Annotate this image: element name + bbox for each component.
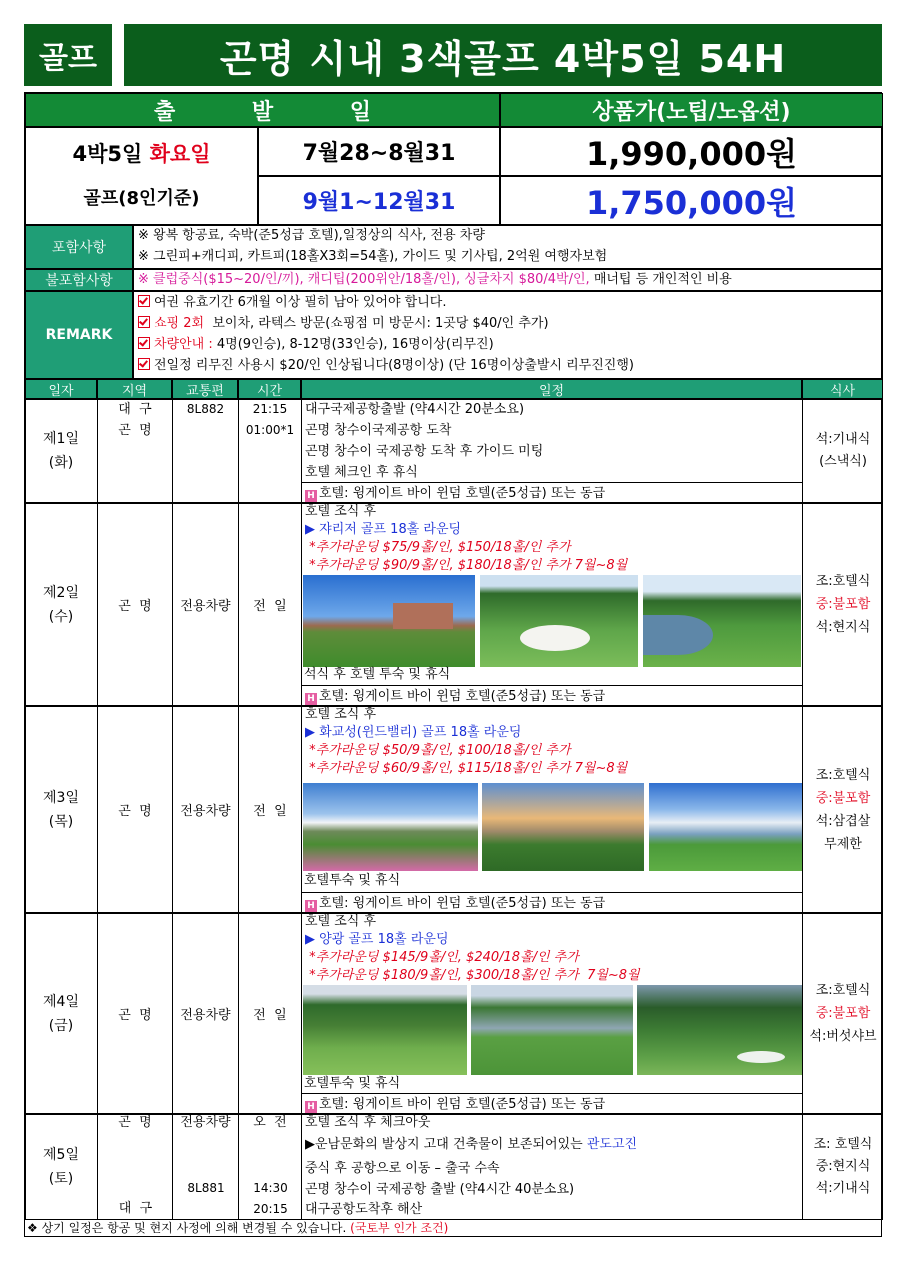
remark-text-1: 여권 유효기간 6개월 이상 필히 남아 있어야 합니다. xyxy=(154,295,447,310)
schedule-line: 호텔 조식 후 체크아웃 xyxy=(305,1115,431,1130)
extra-round-line: *추가라운딩 $50/9홀/인, $100/18홀/인 추가 xyxy=(305,743,571,758)
day-weekday: (화) xyxy=(48,455,74,471)
hotel-line-3 xyxy=(301,892,802,913)
plan-day: 화요일 xyxy=(149,142,211,166)
included-box xyxy=(133,225,883,269)
region-text: 곤 명 xyxy=(118,423,152,438)
extra-round-line: *추가라운딩 $180/9홀/인, $300/18홀/인 추가 7월~8월 xyxy=(305,968,640,983)
remark-line-1 xyxy=(138,292,882,313)
day-label: 제1일 xyxy=(43,431,79,447)
bunker-shape xyxy=(520,625,590,651)
check-icon xyxy=(138,337,150,349)
day-weekday: (토) xyxy=(48,1171,74,1187)
col-meal: 식사 xyxy=(802,379,883,399)
meal-cell-5 xyxy=(802,1114,883,1220)
extra-round-line: *추가라운딩 $60/9홀/인, $115/18홀/인 추가 7월~8월 xyxy=(305,761,628,776)
transport-cell-1 xyxy=(172,399,238,503)
check-icon xyxy=(138,358,150,370)
remark-line-3 xyxy=(138,334,882,355)
time-cell-2: 전 일 xyxy=(238,503,301,706)
golf-photo xyxy=(482,783,644,871)
day-cell-4 xyxy=(25,913,97,1114)
golf-photo xyxy=(480,575,638,667)
footer-note xyxy=(27,1220,881,1236)
region-cell-4: 곤 명 xyxy=(97,913,172,1114)
transport-cell-3: 전용차량 xyxy=(172,706,238,913)
remark-text-2: 보이차, 라텍스 방문(쇼핑점 미 방문시: 1곳당 $40/인 추가) xyxy=(204,316,549,331)
flight-number: 8L882 xyxy=(186,402,225,416)
included-line-1: ※ 왕복 항공료, 숙박(준5성급 호텔),일정상의 식사, 전용 차량 xyxy=(138,228,485,243)
meal-text: 석:기내식 xyxy=(815,1181,871,1196)
col-time: 시간 xyxy=(238,379,301,399)
meal-text: 중:불포함 xyxy=(815,597,871,612)
day-cell-3 xyxy=(25,706,97,913)
meal-cell-2 xyxy=(802,503,883,706)
departure-header: 출 발 일 xyxy=(25,93,500,127)
golf-photo xyxy=(303,783,478,871)
flight-number: 8L881 xyxy=(187,1181,225,1195)
time-text: 오 전 xyxy=(253,1115,287,1130)
region-text: 대 구 xyxy=(118,1201,153,1216)
page-title: 곤명 시내 3색골프 4박5일 54H xyxy=(124,24,882,86)
plan-cell xyxy=(25,127,258,225)
time-text: 14:30 xyxy=(253,1181,288,1195)
itinerary-sheet xyxy=(24,92,882,1237)
transport-text: 전용차량 xyxy=(180,1115,231,1130)
golf-photo xyxy=(303,985,467,1075)
meal-text: 석:현지식 xyxy=(815,620,871,635)
excluded-rest: 매너팁 등 개인적인 비용 xyxy=(589,272,732,287)
meal-cell-3 xyxy=(802,706,883,913)
check-icon xyxy=(138,295,150,307)
schedule-line: 대구공항도착후 해산 xyxy=(305,1202,423,1217)
meal-cell-4 xyxy=(802,913,883,1114)
price-header: 상품가(노팁/노옵션) xyxy=(500,93,883,127)
region-text: 곤 명 xyxy=(118,1115,152,1130)
schedule-line: 호텔투숙 및 휴식 xyxy=(304,873,401,888)
extra-round-line: *추가라운딩 $90/9홀/인, $180/18홀/인 추가 7월~8월 xyxy=(305,558,628,573)
remark-label: REMARK xyxy=(25,291,133,379)
day-weekday: (수) xyxy=(48,608,74,625)
hotel-icon: H xyxy=(305,1101,317,1113)
excluded-pink: ※ 클럽중식($15~20/인/끼), 캐디팁(200위안/18홀/인), 싱글차지 $80/4박/인, xyxy=(138,272,590,287)
day-weekday: (목) xyxy=(48,813,74,830)
meal-text: (스낵식) xyxy=(819,454,867,469)
region-cell-5 xyxy=(97,1114,172,1220)
day-cell-2 xyxy=(25,503,97,706)
hotel-text: 호텔: 윙게이트 바이 윈덤 호텔(준5성급) 또는 동급 xyxy=(319,896,606,911)
golf-photo xyxy=(471,985,633,1075)
course-line: ▶ 쟈리저 골프 18홀 라운딩 xyxy=(305,522,462,537)
included-label: 포함사항 xyxy=(25,225,133,269)
meal-text: 조:호텔식 xyxy=(815,574,871,589)
region-text: 대 구 xyxy=(118,402,152,417)
remark-red-3: 차량안내 : xyxy=(154,337,213,352)
course-line: ▶ 화교성(윈드밸리) 골프 18홀 라운딩 xyxy=(305,725,522,740)
day-label: 제2일 xyxy=(43,584,79,601)
footer-text: 상기 일정은 항공 및 현지 사정에 의해 변경될 수 있습니다. xyxy=(37,1221,351,1235)
day-cell-5 xyxy=(25,1114,97,1220)
golf-photo xyxy=(643,575,801,667)
time-cell-5 xyxy=(238,1114,301,1220)
schedule-line: 호텔 조식 후 xyxy=(305,504,377,519)
meal-text: 석:버섯샤브 xyxy=(809,1029,877,1044)
remark-line-2 xyxy=(138,313,882,334)
col-transport: 교통편 xyxy=(172,379,238,399)
remark-box xyxy=(133,291,883,379)
bunker-shape xyxy=(737,1051,785,1063)
meal-cell-1 xyxy=(802,399,883,503)
plan-title xyxy=(26,136,257,170)
water-shape xyxy=(643,615,713,655)
highlight-place: 관도고진 xyxy=(586,1137,638,1152)
golf-photo xyxy=(649,783,802,871)
day-weekday: (금) xyxy=(48,1017,74,1034)
meal-text: 석:기내식 xyxy=(815,432,871,447)
schedule-line: 중식 후 공항으로 이동 – 출국 수속 xyxy=(305,1161,500,1176)
category-tag: 골프 xyxy=(24,24,112,86)
schedule-line: 호텔투숙 및 휴식 xyxy=(304,1076,401,1091)
meal-text: 조:호텔식 xyxy=(815,983,871,998)
schedule-line: 호텔 체크인 후 휴식 xyxy=(305,465,418,480)
meal-text: 중:현지식 xyxy=(815,1159,871,1174)
period-2: 9월1~12월31 xyxy=(258,176,500,225)
price-1: 1,990,000원 xyxy=(500,127,883,176)
col-region: 지역 xyxy=(97,379,172,399)
region-cell-3: 곤 명 xyxy=(97,706,172,913)
schedule-line xyxy=(305,1132,802,1158)
plan-prefix: 4박5일 xyxy=(72,142,150,166)
remark-line-4 xyxy=(138,355,882,376)
hotel-line-4 xyxy=(301,1093,802,1114)
meal-text: 중:불포함 xyxy=(815,1006,871,1021)
hotel-text: 호텔: 윙게이트 바이 윈덤 호텔(준5성급) 또는 동급 xyxy=(319,1097,606,1112)
col-schedule: 일정 xyxy=(301,379,802,399)
hotel-text: 호텔: 윙게이트 바이 윈덤 호텔(준5성급) 또는 동급 xyxy=(319,689,606,704)
day-label: 제3일 xyxy=(43,789,79,806)
time-cell-4: 전 일 xyxy=(238,913,301,1114)
transport-cell-5 xyxy=(172,1114,238,1220)
schedule-line: 곤명 창수이 국제공항 도착 후 가이드 미팅 xyxy=(305,444,544,459)
time-text: 01:00*1 xyxy=(245,423,295,437)
golf-photo xyxy=(637,985,802,1075)
region-cell-2: 곤 명 xyxy=(97,503,172,706)
schedule-line: 호텔 조식 후 xyxy=(305,914,377,929)
day-label: 제4일 xyxy=(43,993,79,1010)
hotel-icon: H xyxy=(305,900,317,912)
excluded-line xyxy=(133,269,883,291)
hotel-icon: H xyxy=(305,693,317,705)
excluded-label: 불포함사항 xyxy=(25,269,133,291)
schedule-line: 곤명 창수이국제공항 도착 xyxy=(305,423,452,438)
remark-text-4: 전일정 리무진 사용시 $20/인 인상됩니다(8명이상) (단 16명이상출발시 리무진진행) xyxy=(154,358,634,373)
meal-text: 석:삼겹살 xyxy=(815,813,871,829)
included-line-2: ※ 그린피+캐디피, 카트피(18홀X3회=54홀), 가이드 및 기사팁, 2억원 여행자보험 xyxy=(138,249,608,264)
day-cell-1 xyxy=(25,399,97,503)
schedule-cell-5 xyxy=(301,1114,802,1220)
meal-text: 조:호텔식 xyxy=(815,767,871,783)
time-text: 20:15 xyxy=(253,1202,288,1216)
golf-photo xyxy=(303,575,475,667)
time-cell-1 xyxy=(238,399,301,503)
schedule-line: 호텔 조식 후 xyxy=(305,707,377,722)
meal-text: 조: 호텔식 xyxy=(813,1137,873,1152)
time-cell-3: 전 일 xyxy=(238,706,301,913)
period-1: 7월28~8월31 xyxy=(258,127,500,176)
check-icon xyxy=(138,316,150,328)
meal-text: 무제한 xyxy=(824,836,862,852)
footer-red-text: (국토부 인가 조건) xyxy=(350,1221,449,1235)
meal-text: 중:불포함 xyxy=(815,790,871,806)
plan-basis: 골프(8인기준) xyxy=(83,188,200,209)
extra-round-line: *추가라운딩 $145/9홀/인, $240/18홀/인 추가 xyxy=(305,950,579,965)
hotel-icon: H xyxy=(305,490,317,502)
schedule-line: 곤명 창수이 국제공항 출발 (약4시간 40분소요) xyxy=(305,1182,575,1197)
remark-text-3: 4명(9인승), 8-12명(33인승), 16명이상(리무진) xyxy=(212,337,494,352)
schedule-text: ▶운남문화의 발상지 고대 건축물이 보존되어있는 xyxy=(305,1137,587,1152)
schedule-line: 대구국제공항출발 (약4시간 20분소요) xyxy=(305,402,525,417)
diamond-icon: ❖ xyxy=(27,1221,38,1235)
castle-shape xyxy=(393,603,453,629)
extra-round-line: *추가라운딩 $75/9홀/인, $150/18홀/인 추가 xyxy=(305,540,571,555)
hotel-line-2 xyxy=(301,685,802,706)
hotel-text: 호텔: 윙게이트 바이 윈덤 호텔(준5성급) 또는 동급 xyxy=(319,486,606,501)
transport-cell-4: 전용차량 xyxy=(172,913,238,1114)
transport-cell-2: 전용차량 xyxy=(172,503,238,706)
day-label: 제5일 xyxy=(43,1147,79,1163)
price-2: 1,750,000원 xyxy=(500,176,883,225)
schedule-line: 석식 후 호텔 투숙 및 휴식 xyxy=(304,667,451,682)
remark-red-2: 쇼핑 2회 xyxy=(154,316,205,331)
hotel-line-1 xyxy=(301,482,802,503)
region-cell-1 xyxy=(97,399,172,503)
course-line: ▶ 양광 골프 18홀 라운딩 xyxy=(305,932,449,947)
col-day: 일자 xyxy=(25,379,97,399)
time-text: 21:15 xyxy=(252,402,288,416)
